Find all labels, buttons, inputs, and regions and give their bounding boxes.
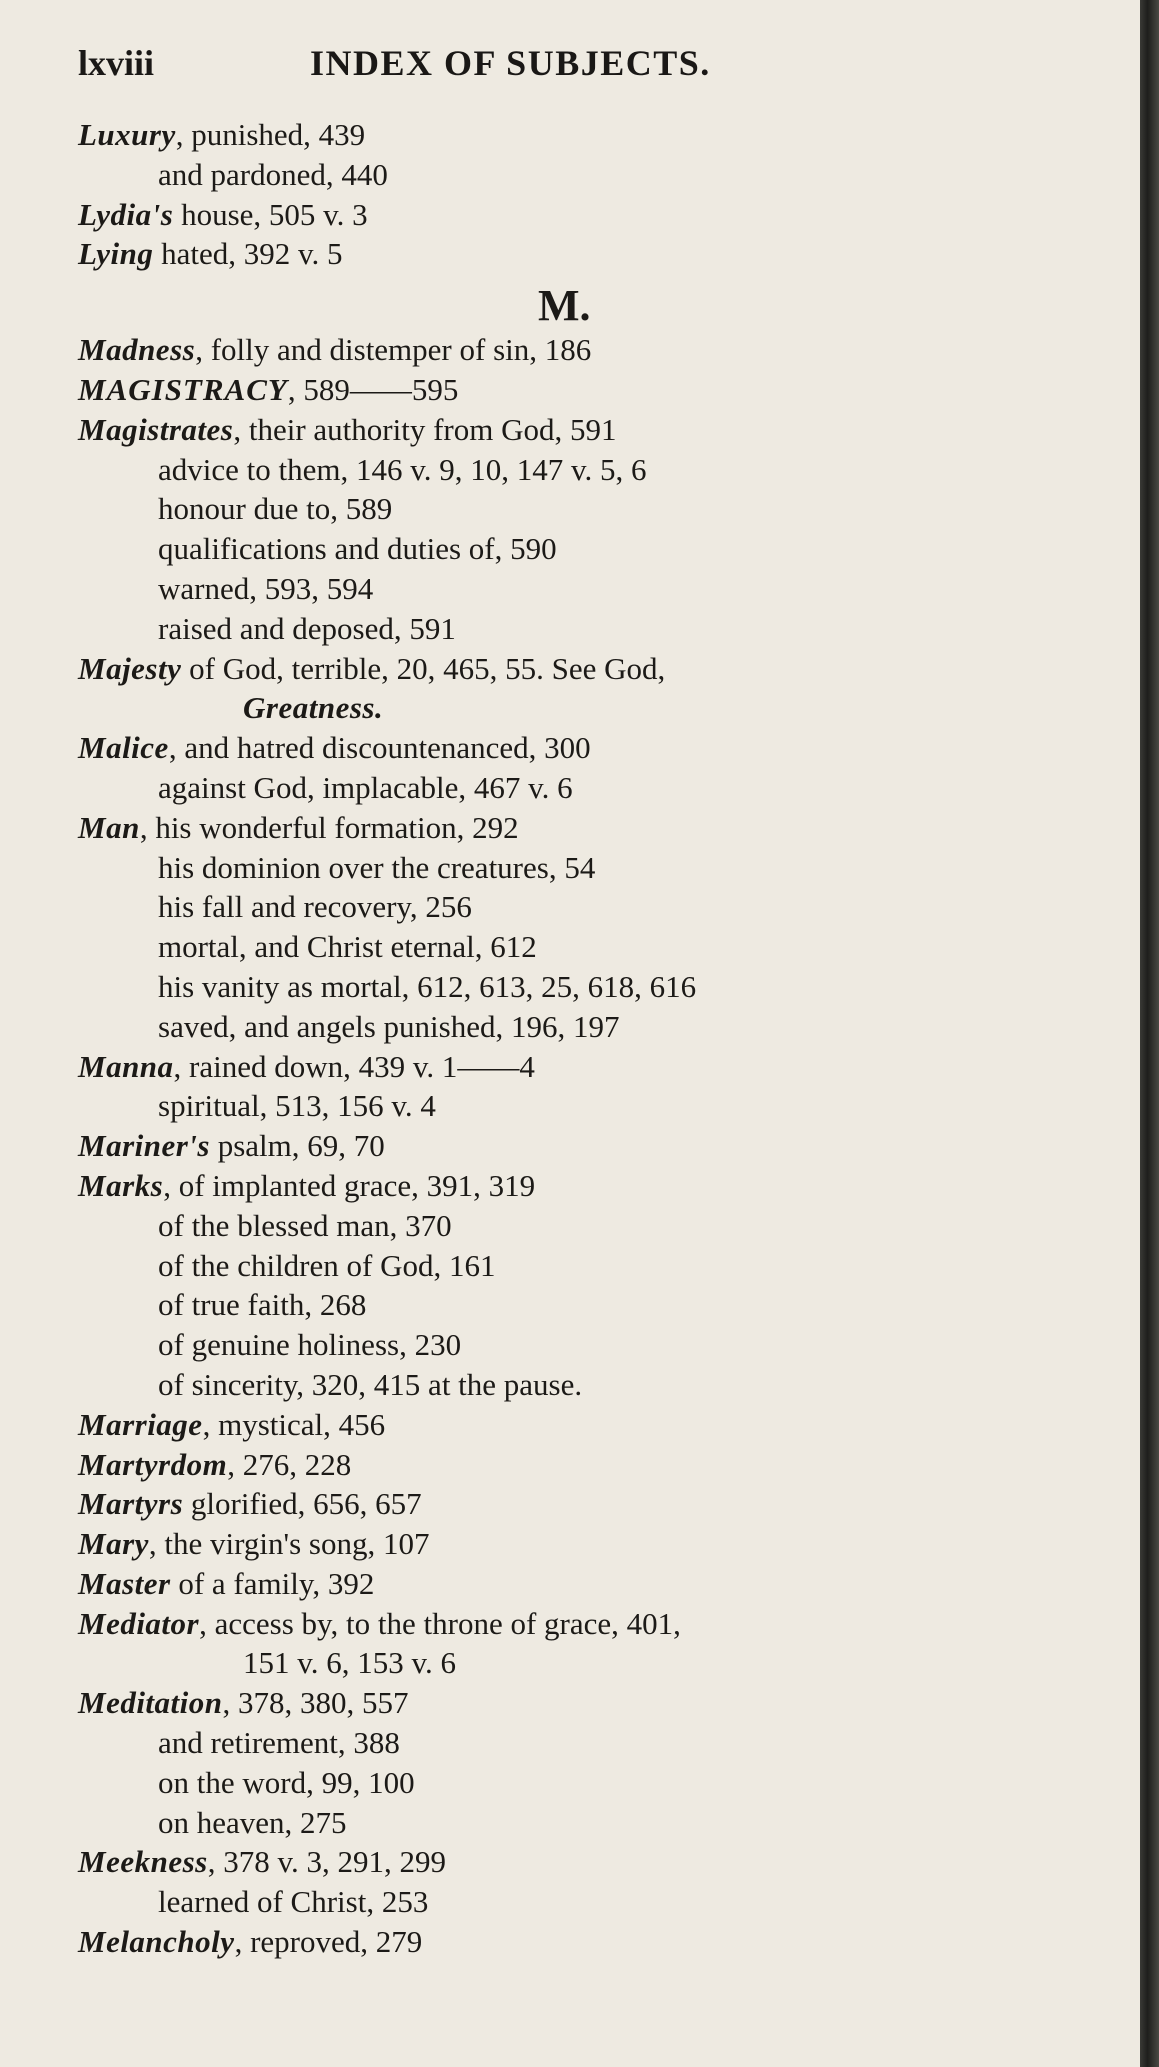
index-subentry	[78, 1007, 1088, 1047]
index-entry	[78, 1126, 1088, 1166]
entry-references: , the virgin's song, 107	[148, 1526, 430, 1562]
entry-references: mortal, and Christ eternal, 612	[158, 929, 537, 965]
entry-references: of true faith, 268	[158, 1287, 367, 1323]
index-subentry	[78, 609, 1088, 649]
index-entry	[78, 808, 1088, 848]
entry-references: and retirement, 388	[158, 1725, 400, 1761]
entry-references: psalm, 69, 70	[209, 1128, 385, 1164]
entry-references: raised and deposed, 591	[158, 610, 456, 646]
index-entry	[78, 728, 1088, 768]
index-entry	[78, 234, 1088, 274]
index-subentry	[78, 1206, 1088, 1246]
entry-term: Meekness	[78, 1844, 208, 1880]
page-number: lxviii	[78, 43, 155, 83]
entry-references: of a family, 392	[170, 1565, 375, 1601]
entry-term: Magistrates	[78, 411, 234, 447]
entry-references: of the children of God, 161	[158, 1247, 496, 1283]
entry-references: his dominion over the creatures, 54	[158, 849, 596, 885]
entry-references: of sincerity, 320, 415 at the pause.	[158, 1366, 583, 1402]
entry-term: Man	[78, 809, 140, 845]
index-subentry	[78, 1763, 1088, 1803]
entry-references: advice to them, 146 v. 9, 10, 147 v. 5, 6	[158, 451, 647, 487]
entry-term: Manna	[78, 1048, 174, 1084]
index-entry	[78, 1604, 1088, 1644]
entry-term: Melancholy	[78, 1924, 235, 1960]
entry-references: on heaven, 275	[158, 1804, 347, 1840]
entry-term: MAGISTRACY	[78, 371, 288, 407]
entry-references: of the blessed man, 370	[158, 1207, 452, 1243]
entry-references: honour due to, 589	[158, 491, 393, 527]
entry-references: against God, implacable, 467 v. 6	[158, 769, 573, 805]
book-edge	[1140, 0, 1159, 2067]
entry-references: warned, 593, 594	[158, 570, 374, 606]
index-subentry	[78, 1723, 1088, 1763]
entry-references: his vanity as mortal, 612, 613, 25, 618, 616	[158, 968, 697, 1004]
entry-references: house, 505 v. 3	[173, 196, 368, 232]
entry-references: learned of Christ, 253	[158, 1884, 429, 1920]
index-entries	[78, 115, 1088, 1962]
index-entry	[78, 1166, 1088, 1206]
index-entry	[78, 1922, 1088, 1962]
entry-references: 151 v. 6, 153 v. 6	[243, 1645, 456, 1681]
index-subentry	[78, 1246, 1088, 1286]
entry-references: hated, 392 v. 5	[153, 236, 343, 272]
index-subentry	[78, 967, 1088, 1007]
entry-references: , rained down, 439 v. 1——4	[173, 1048, 535, 1084]
entry-references: , access by, to the throne of grace, 401,	[199, 1605, 681, 1641]
index-entry	[78, 410, 1088, 450]
entry-references: , punished, 439	[175, 117, 366, 152]
index-entry	[78, 1842, 1088, 1882]
index-subentry	[78, 927, 1088, 967]
entry-references: of God, terrible, 20, 465, 55. See God,	[181, 650, 666, 686]
entry-term: Mariner's	[78, 1128, 210, 1164]
running-title: INDEX OF SUBJECTS.	[310, 43, 711, 83]
index-entry	[78, 1683, 1088, 1723]
entry-references: , reproved, 279	[234, 1924, 423, 1960]
entry-references: , of implanted grace, 391, 319	[163, 1167, 536, 1203]
index-subentry	[78, 1086, 1088, 1126]
index-entry	[78, 195, 1088, 235]
entry-references: , 276, 228	[227, 1446, 352, 1482]
index-subentry	[78, 1285, 1088, 1325]
entry-references: spiritual, 513, 156 v. 4	[158, 1088, 436, 1124]
entry-references: , their authority from God, 591	[233, 411, 617, 447]
index-subentry	[78, 1882, 1088, 1922]
entry-term: Luxury	[78, 117, 176, 152]
entry-term: Lying	[78, 236, 154, 272]
index-entry	[78, 1564, 1088, 1604]
index-entry	[78, 115, 1088, 155]
entry-references: , folly and distemper of sin, 186	[195, 332, 592, 368]
entry-references: , 589——595	[287, 371, 459, 407]
entry-term: Lydia's	[78, 196, 174, 232]
entry-term: Martyrs	[78, 1486, 184, 1522]
index-entry	[78, 649, 1088, 689]
entry-references: on the word, 99, 100	[158, 1764, 415, 1800]
index-subentry	[78, 155, 1088, 195]
entry-term: Mediator	[78, 1605, 200, 1641]
index-entry	[78, 1445, 1088, 1485]
index-subentry	[78, 1325, 1088, 1365]
index-entry	[78, 1405, 1088, 1445]
entry-references: qualifications and duties of, 590	[158, 531, 557, 567]
index-entry	[78, 370, 1088, 410]
section-letter: M.	[538, 281, 591, 331]
entry-references: , 378, 380, 557	[222, 1685, 409, 1721]
section-heading	[78, 274, 1088, 330]
entry-term: Malice	[78, 730, 169, 766]
index-subentry	[78, 1365, 1088, 1405]
index-subentry	[78, 768, 1088, 808]
index-subentry	[78, 489, 1088, 529]
index-subentry	[78, 569, 1088, 609]
entry-references: , 378 v. 3, 291, 299	[207, 1844, 446, 1880]
entry-references: of genuine holiness, 230	[158, 1327, 462, 1363]
index-entry	[78, 1047, 1088, 1087]
index-subentry	[78, 1643, 1088, 1683]
entry-references: , mystical, 456	[202, 1406, 386, 1442]
index-entry	[78, 1524, 1088, 1564]
index-entry	[78, 1484, 1088, 1524]
index-subentry	[78, 887, 1088, 927]
entry-references: , and hatred discountenanced, 300	[168, 730, 591, 766]
index-subentry	[78, 688, 1088, 728]
page-header	[78, 38, 1078, 88]
entry-references: his fall and recovery, 256	[158, 889, 472, 925]
index-subentry	[78, 450, 1088, 490]
index-subentry	[78, 1803, 1088, 1843]
entry-references: saved, and angels punished, 196, 197	[158, 1008, 620, 1044]
entry-references: glorified, 656, 657	[183, 1486, 422, 1522]
entry-term: Martyrdom	[78, 1446, 228, 1482]
entry-term: Mary	[78, 1526, 149, 1562]
entry-term: Marriage	[78, 1406, 203, 1442]
index-entry	[78, 330, 1088, 370]
index-subentry	[78, 848, 1088, 888]
entry-term: Master	[78, 1565, 171, 1601]
entry-references: and pardoned, 440	[158, 156, 388, 192]
entry-term: Madness	[78, 332, 196, 368]
entry-term: Greatness.	[243, 690, 384, 726]
index-subentry	[78, 529, 1088, 569]
entry-term: Majesty	[78, 650, 182, 686]
entry-references: , his wonderful formation, 292	[139, 809, 519, 845]
entry-term: Marks	[78, 1167, 164, 1203]
entry-term: Meditation	[78, 1685, 223, 1721]
